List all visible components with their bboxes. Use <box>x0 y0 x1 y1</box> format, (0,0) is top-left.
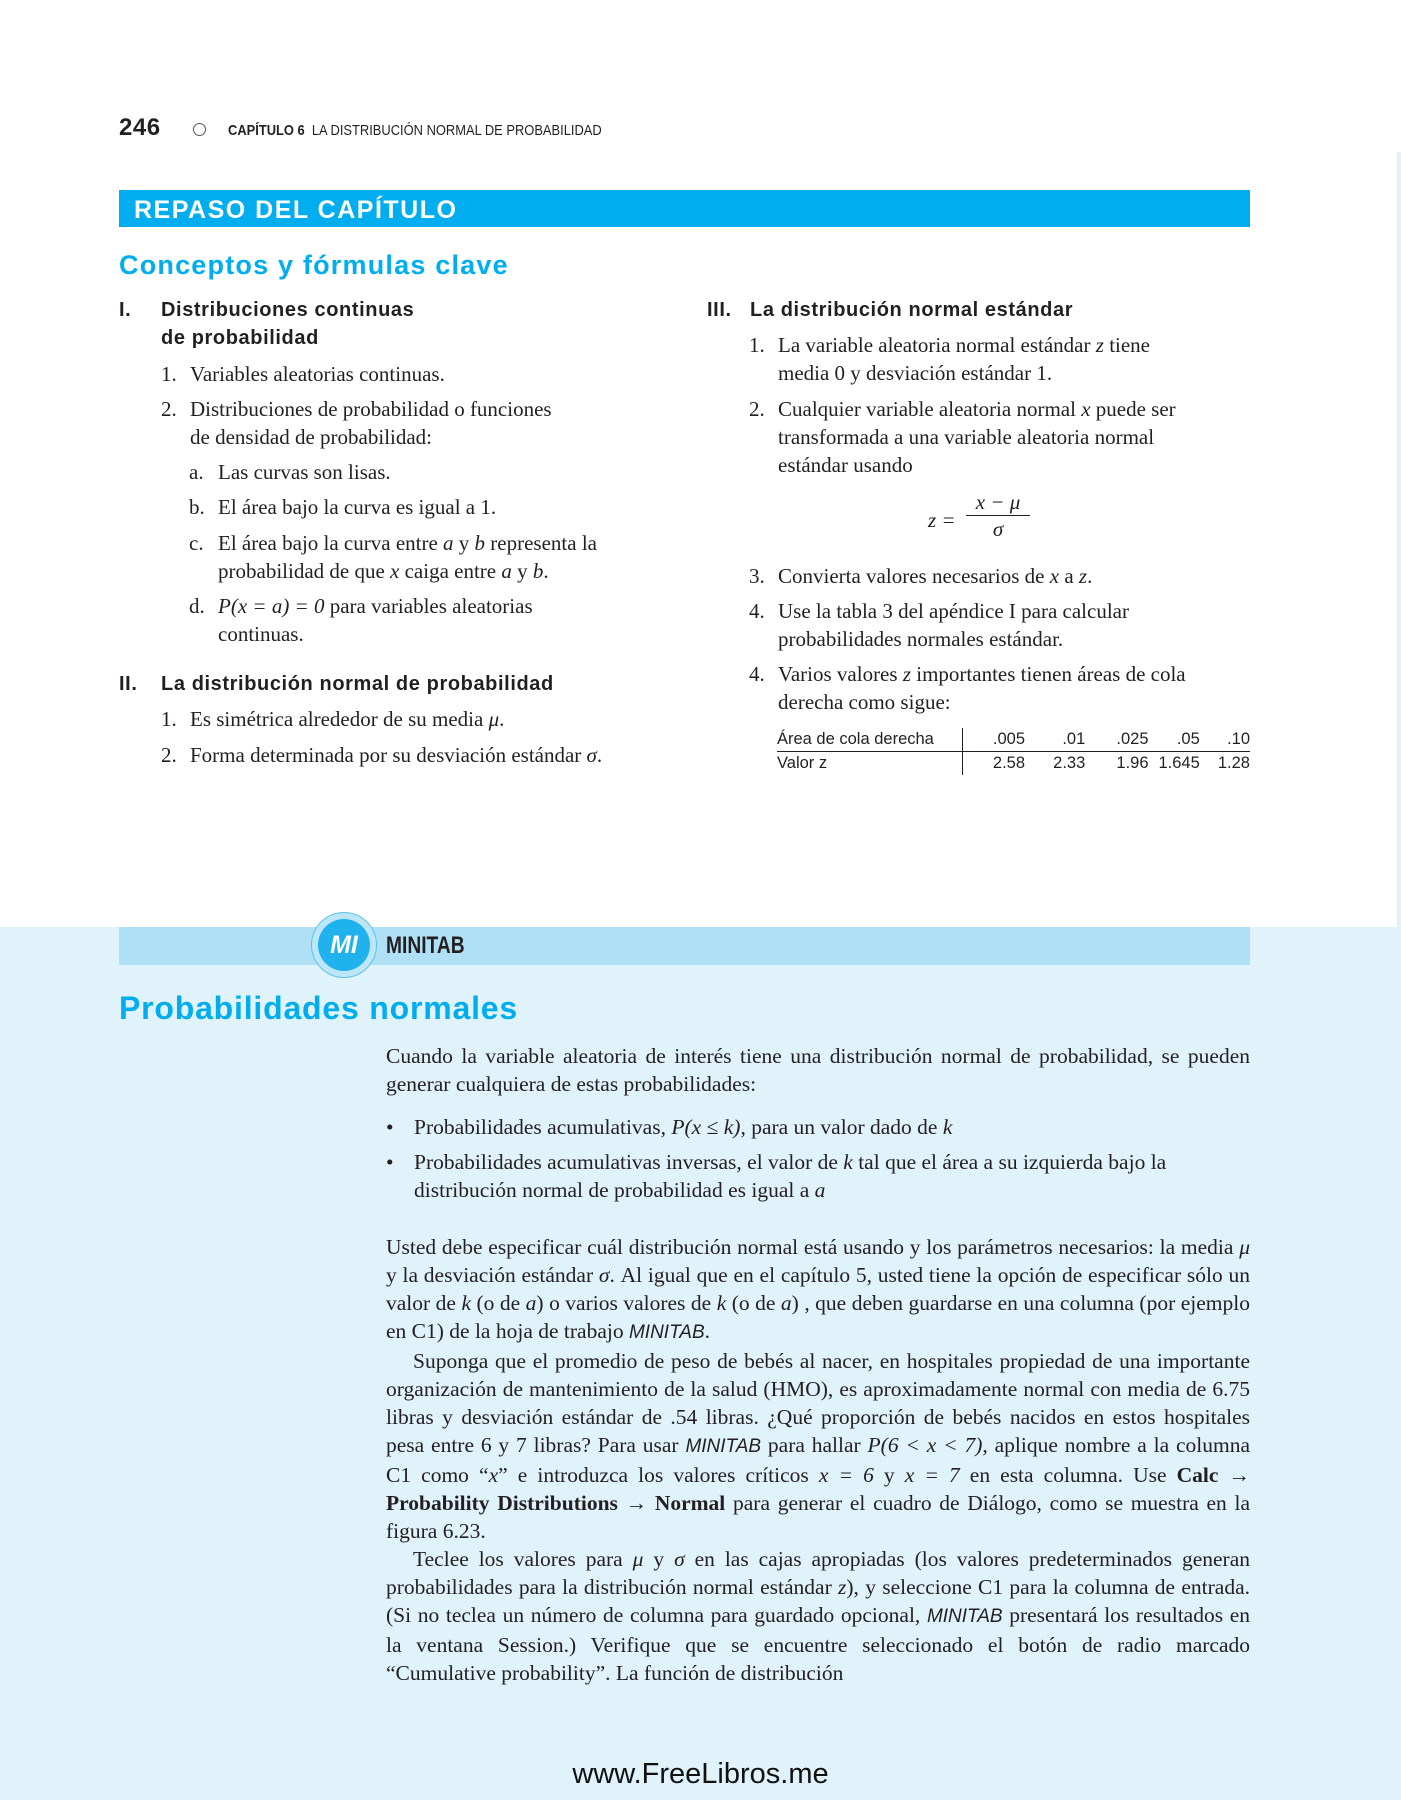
item-text-line2: probabilidades normales estándar. <box>778 627 1064 651</box>
text: caiga entre <box>399 559 502 583</box>
item-text-line1 <box>218 529 597 557</box>
text: Probabilidades acumulativas, <box>414 1115 672 1139</box>
chapter-label: CAPÍTULO 6 <box>228 122 305 139</box>
table-row-z <box>777 752 1250 776</box>
item-text-line1: Distribuciones de probabilidad o funciones <box>190 397 552 421</box>
formula: x = 6 <box>818 1463 874 1487</box>
sigma-symbol: σ <box>586 743 597 767</box>
text: , aplique nombre a la columna C1 como “ <box>386 1433 1251 1487</box>
var-b: b <box>474 531 486 555</box>
menu-path: Calc → Probability Distributions → Normal <box>386 1463 1251 1515</box>
column-divider <box>962 728 975 752</box>
text: en las cajas apropiadas (los valores predeterminados generan probabilidades para la distribución normal estándar <box>386 1547 1250 1599</box>
sigma-symbol: σ <box>674 1547 685 1571</box>
table-cell: .10 <box>1200 728 1250 752</box>
table-cell: 1.28 <box>1217 754 1250 772</box>
text: ” e introduzca los valores críticos <box>498 1463 819 1487</box>
item-label: a. <box>189 460 204 484</box>
item-text-line1 <box>778 331 1150 359</box>
text: . <box>704 1319 711 1343</box>
sigma-symbol: σ <box>598 1263 610 1287</box>
text: (o de <box>471 1291 526 1315</box>
formula: x = 7 <box>904 1463 960 1487</box>
item-text-line1 <box>218 592 533 620</box>
table-row-area <box>777 728 1250 752</box>
text: en esta columna. Use <box>959 1463 1177 1487</box>
text: La variable aleatoria normal estándar <box>778 333 1096 357</box>
item-text: Variables aleatorias continuas. <box>190 362 445 386</box>
text: tiene <box>1103 333 1150 357</box>
column-divider <box>962 752 975 776</box>
minitab-name: MINITAB <box>926 1606 1003 1627</box>
text: Probabilidades acumulativas inversas, el valor de <box>414 1150 844 1174</box>
text: . Al igual que en el capítulo 5, usted tiene la opción de especificar sólo un valor de <box>386 1263 1250 1315</box>
item-label: 4. <box>749 662 765 686</box>
item-text-line1 <box>778 660 1186 688</box>
table-cell: 1.96 <box>1116 754 1149 772</box>
text: ) , que deben guardarse en una columna (por ejemplo en C1) de la hoja de trabajo <box>386 1291 1250 1343</box>
text: tal que el área a su izquierda bajo la distribución normal de probabilidad es igual a <box>414 1150 1167 1202</box>
paragraph-2 <box>386 1347 1250 1545</box>
item-label: c. <box>189 531 204 555</box>
chapter-title: LA DISTRIBUCIÓN NORMAL DE PROBABILIDAD <box>311 122 602 139</box>
item-label: 2. <box>161 743 177 767</box>
formula: P(x ≤ k) <box>671 1115 741 1139</box>
text: ) o varios valores de <box>536 1291 717 1315</box>
text: . <box>596 743 603 767</box>
text: ), y seleccione C1 para la columna de entrada. (Si no teclea un número de columna para guardado opcional, <box>386 1575 1251 1627</box>
paragraph-1 <box>386 1233 1250 1347</box>
text: , para un valor dado de <box>740 1115 943 1139</box>
z-value-table <box>777 728 1250 775</box>
page-edge-strip <box>1397 152 1401 928</box>
item-label: b. <box>189 495 205 519</box>
section-iii-item-2 <box>749 395 1176 479</box>
section-i-heading <box>119 296 581 352</box>
minitab-label: MINITAB <box>386 932 465 959</box>
section-iii-numeral: III. <box>707 299 732 321</box>
item-text: Es simétrica alrededor de su media <box>190 707 489 731</box>
bullet-icon: • <box>386 1115 394 1139</box>
running-head <box>228 122 602 139</box>
var-a: a <box>525 1291 537 1315</box>
text: a <box>1059 564 1079 588</box>
section-i-numeral: I. <box>119 299 132 321</box>
intro-text: Cuando la variable aleatoria de interés tiene una distribución normal de probabilidad, se pueden generar cualquiera de estas probabilidades: <box>386 1044 1250 1096</box>
section-iii-item-1 <box>749 331 1150 387</box>
section-i-sub-b <box>189 493 496 521</box>
table-cell: 2.33 <box>1053 754 1086 772</box>
section-iii-item-5 <box>749 660 1186 716</box>
review-banner-title: REPASO DEL CAPÍTULO <box>134 196 458 224</box>
row-header: Valor z <box>777 754 828 772</box>
item-text-line2: continuas. <box>218 622 304 646</box>
item-label: 1. <box>161 362 177 386</box>
item-text: Las curvas son lisas. <box>218 460 391 484</box>
text: para hallar <box>761 1433 868 1457</box>
text: . <box>499 707 505 731</box>
item-text-line2: media 0 y desviación estándar 1. <box>778 361 1053 385</box>
formula-numerator: x − μ <box>966 490 1030 516</box>
var-z: z <box>1078 564 1088 588</box>
var-a: a <box>780 1291 792 1315</box>
var-a: a <box>501 559 512 583</box>
item-label: 1. <box>749 333 765 357</box>
section-i-sub-c <box>189 529 597 585</box>
text: Teclee los valores para <box>413 1547 633 1571</box>
body-text <box>386 1233 1250 1687</box>
section-ii-item-2 <box>161 741 602 769</box>
section-ii-numeral: II. <box>119 673 138 695</box>
var-z: z <box>838 1575 847 1599</box>
text: presentará los resultados en la ventana Session.) Verifique que se encuentre seleccionado el botón de radio marcado “Cumulative probability”. La función de distribución <box>386 1603 1251 1685</box>
item-text-line2 <box>218 557 597 585</box>
table-cell: .05 <box>1149 728 1200 752</box>
text: . <box>1087 564 1093 588</box>
section-i-title-line1: Distribuciones continuas <box>161 299 415 321</box>
bullet-item-2 <box>386 1148 1250 1204</box>
table-cell: .01 <box>1025 728 1085 752</box>
mu-symbol: μ <box>488 707 500 731</box>
text: Usted debe especificar cuál distribución normal está usando y los parámetros necesarios: la media <box>386 1235 1240 1259</box>
bullet-icon: • <box>386 1150 394 1174</box>
text: Convierta valores necesarios de <box>778 564 1050 588</box>
var-a: a <box>814 1178 826 1202</box>
var-k: k <box>716 1291 727 1315</box>
text: y <box>453 531 475 555</box>
var-x: x <box>1081 397 1091 421</box>
item-text: Forma determinada por su desviación estándar <box>190 743 587 767</box>
text: y <box>643 1547 675 1571</box>
section-i-title-line2: de probabilidad <box>161 327 319 349</box>
section-i-item-1 <box>161 360 445 388</box>
item-label: 2. <box>161 397 177 421</box>
page-number: 246 <box>119 114 161 141</box>
text: Suponga que el promedio de peso de bebés al nacer, en hospitales propiedad de una importante organización de mantenimiento de la salud (HMO), es aproximadamente normal con media de 6.75 libras y desviación estándar de .54 libras. ¿Qué proporción de bebés nacidos en estos hospitales pesa entre 6 y 7 libras? Para usar <box>386 1349 1250 1457</box>
item-label: 1. <box>161 707 177 731</box>
var-z: z <box>1095 333 1104 357</box>
minitab-section-title: Probabilidades normales <box>119 990 518 1026</box>
item-label: 3. <box>749 564 765 588</box>
item-text-line2: de densidad de probabilidad: <box>190 425 433 449</box>
text: Varios valores <box>778 662 903 686</box>
text: El área bajo la curva entre <box>218 531 444 555</box>
section-iii-title: La distribución normal estándar <box>750 299 1074 321</box>
table-cell: 1.645 <box>1158 754 1200 772</box>
var-k: k <box>942 1115 953 1139</box>
item-text-line1 <box>778 395 1176 423</box>
section-i-sub-a <box>189 458 391 486</box>
item-text-line2: transformada a una variable aleatoria normal <box>778 425 1155 449</box>
section-i-sub-d <box>189 592 533 648</box>
text: puede ser <box>1090 397 1176 421</box>
table-cell: 2.58 <box>992 754 1026 772</box>
review-banner <box>119 190 1250 227</box>
item-text-line3: estándar usando <box>778 453 913 477</box>
text: para generar el cuadro de Diálogo, como se muestra en la figura 6.23. <box>386 1491 1250 1543</box>
text: y <box>873 1463 905 1487</box>
var-x: x <box>390 559 400 583</box>
item-label: 2. <box>749 397 765 421</box>
text: (o de <box>726 1291 781 1315</box>
minitab-logo-icon <box>311 912 377 978</box>
text: para variables aleatorias <box>324 594 533 618</box>
minitab-name: MINITAB <box>628 1322 705 1343</box>
item-text: El área bajo la curva es igual a 1. <box>218 495 497 519</box>
section-ii-heading <box>119 670 721 698</box>
minitab-logo-text: MI <box>318 919 370 971</box>
section-ii-item-1 <box>161 705 504 733</box>
var-a: a <box>443 531 454 555</box>
var-x: x <box>488 1463 499 1487</box>
section-iii-item-4 <box>749 597 1129 653</box>
section-ii-title: La distribución normal de probabilidad <box>161 673 554 695</box>
minitab-banner <box>119 927 1250 965</box>
var-x: x <box>1049 564 1060 588</box>
formula-lhs: z = <box>928 508 956 532</box>
section-iii-item-3 <box>749 562 1092 590</box>
var-k: k <box>461 1291 471 1315</box>
concepts-heading: Conceptos y fórmulas clave <box>119 250 509 280</box>
text: y la desviación estándar <box>386 1263 599 1287</box>
text: y <box>511 559 533 583</box>
text: representa la <box>485 531 597 555</box>
mu-symbol: μ <box>1239 1235 1250 1259</box>
formula: P(x = a) = 0 <box>218 594 325 618</box>
row-header: Área de cola derecha <box>777 728 962 752</box>
mu-symbol: μ <box>632 1547 644 1571</box>
formula-denominator: σ <box>992 517 1004 541</box>
item-label: d. <box>189 594 205 618</box>
item-label: 4. <box>749 599 765 623</box>
text: importantes tienen áreas de cola <box>911 662 1186 686</box>
footer-watermark[interactable]: www.FreeLibros.me <box>572 1758 829 1790</box>
bullet-item-1 <box>386 1113 1250 1141</box>
var-z: z <box>902 662 911 686</box>
paragraph-3 <box>386 1545 1250 1687</box>
minitab-name: MINITAB <box>685 1436 762 1457</box>
circle-bullet-icon <box>193 123 206 136</box>
text: Cualquier variable aleatoria normal <box>778 397 1082 421</box>
section-iii-heading <box>707 296 1310 324</box>
text: probabilidad de que <box>218 559 391 583</box>
table-cell: .025 <box>1085 728 1148 752</box>
section-i-item-2 <box>161 395 552 451</box>
var-b: b <box>532 559 544 583</box>
intro-paragraph <box>386 1042 1250 1098</box>
item-text-line1: Use la tabla 3 del apéndice I para calcular <box>778 599 1129 623</box>
item-text-line2: derecha como sigue: <box>778 690 951 714</box>
table-cell: .005 <box>975 728 1025 752</box>
formula: P(6 < x < 7) <box>867 1433 983 1457</box>
var-k: k <box>843 1150 853 1174</box>
text: . <box>543 559 549 583</box>
